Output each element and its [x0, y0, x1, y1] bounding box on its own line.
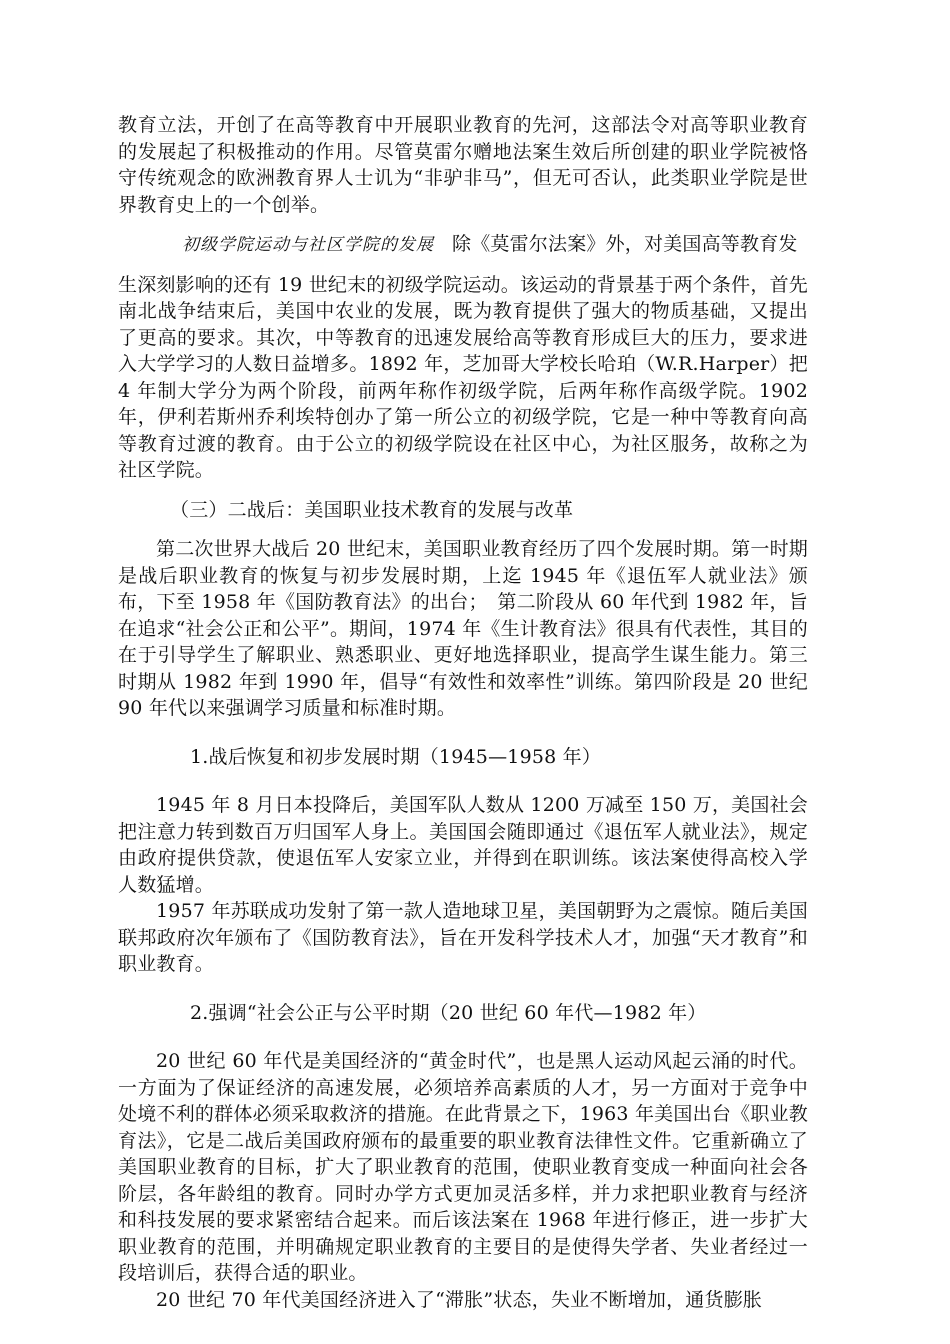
- paragraph-4: 1945 年 8 月日本投降后，美国军队人数从 1200 万减至 150 万，美国社会把注意力转到数百万归国军人身上。美国国会随即通过《退伍军人就业法》，规定由政府提供贷款，使退伍军人安家立业，并得到在职训练。该法案使得高校入学人数猛增。: [118, 794, 808, 896]
- paragraph-2-body: 生深刻影响的还有 19 世纪末的初级学院运动。该运动的背景基于两个条件，首先南北战争结束后，美国中农业的发展，既为教育提供了强大的物质基础，又提出了更高的要求。其次，中等教育的迅速发展给高等教育形成巨大的压力，要求进入大学学习的人数日益增多。1892 年，芝加哥大学校长哈珀（W.R.Harper）把 4 年制大学分为两个阶段，前两年称作初级学院，后两年称作高级学院。1902年，伊利若斯州乔利埃特创办了第一所公立的初级学院，它是一种中等教育向高等教育过渡的教育。由于公立的初级学院设在社区中心，为社区服务，故称之为社区学院。: [118, 273, 808, 481]
- section-3-title: （三）二战后：美国职业技术教育的发展与改革: [170, 498, 574, 521]
- paragraph-1: 教育立法，开创了在高等教育中开展职业教育的先河，这部法令对高等职业教育的发展起了积极推动的作用。尽管莫雷尔赠地法案生效后所创建的职业学院被恪守传统观念的欧洲教育界人士讥为“非驴非马”，但无可否认，此类职业学院是世界教育史上的一个创举。: [118, 114, 808, 216]
- paragraph-7: 20 世纪 70 年代美国经济进入了“滞胀”状态，失业不断增加，通货膨胀: [156, 1288, 763, 1311]
- paragraph-2-lead-rest: 除《莫雷尔法案》外，对美国高等教育发: [452, 233, 798, 255]
- paragraph-3: 第二次世界大战后 20 世纪末，美国职业教育经历了四个发展时期。第一时期是战后职业教育的恢复与初步发展时期，上迄 1945 年《退伍军人就业法》颁布，下至 1958 年《国防教育法》的出台； 第二阶段从 60 年代到 1982 年，旨在追求“社会公正和公平”。期间，1974 年《生计教育法》很具有代表性，其目的在于引导学生了解职业、熟悉职业、更好地选择职业，提高学生谋生能力。第三时期从 1982 年到 1990 年，倡导“有效性和效率性”训练。第四阶段是 20 世纪 90 年代以来强调学习质量和标准时期。: [118, 538, 808, 719]
- document-page: [118, 112, 808, 1313]
- paragraph-6: 20 世纪 60 年代是美国经济的“黄金时代”，也是黑人运动风起云涌的时代。一方面为了保证经济的高速发展，必须培养高素质的人才，另一方面对于竞争中处境不利的群体必须采取救济的措施。在此背景之下，1963 年美国出台《职业教育法》，它是二战后美国政府颁布的最重要的职业教育法律性文件。它重新确立了美国职业教育的目标，扩大了职业教育的范围，使职业教育变成一种面向社会各阶层，各年龄组的教育。同时办学方式更加灵活多样，并力求把职业教育与经济和科技发展的要求紧密结合起来。而后该法案在 1968 年进行修正，进一步扩大职业教育的范围，并明确规定职业教育的主要目的是使得失学者、失业者经过一段培训后，获得合适的职业。: [118, 1050, 808, 1284]
- junior-college-heading: 初级学院运动与社区学院的发展: [182, 235, 434, 255]
- paragraph-5: 1957 年苏联成功发射了第一款人造地球卫星，美国朝野为之震惊。随后美国联邦政府次年颁布了《国防教育法》，旨在开发科学技术人才，加强“天才教育”和职业教育。: [118, 900, 808, 975]
- subsection-2-title: 2.强调“社会公正与公平时期（20 世纪 60 年代—1982 年）: [190, 1001, 707, 1024]
- subsection-1-title: 1.战后恢复和初步发展时期（1945—1958 年）: [190, 745, 602, 768]
- paragraph-2-lead: [118, 231, 808, 259]
